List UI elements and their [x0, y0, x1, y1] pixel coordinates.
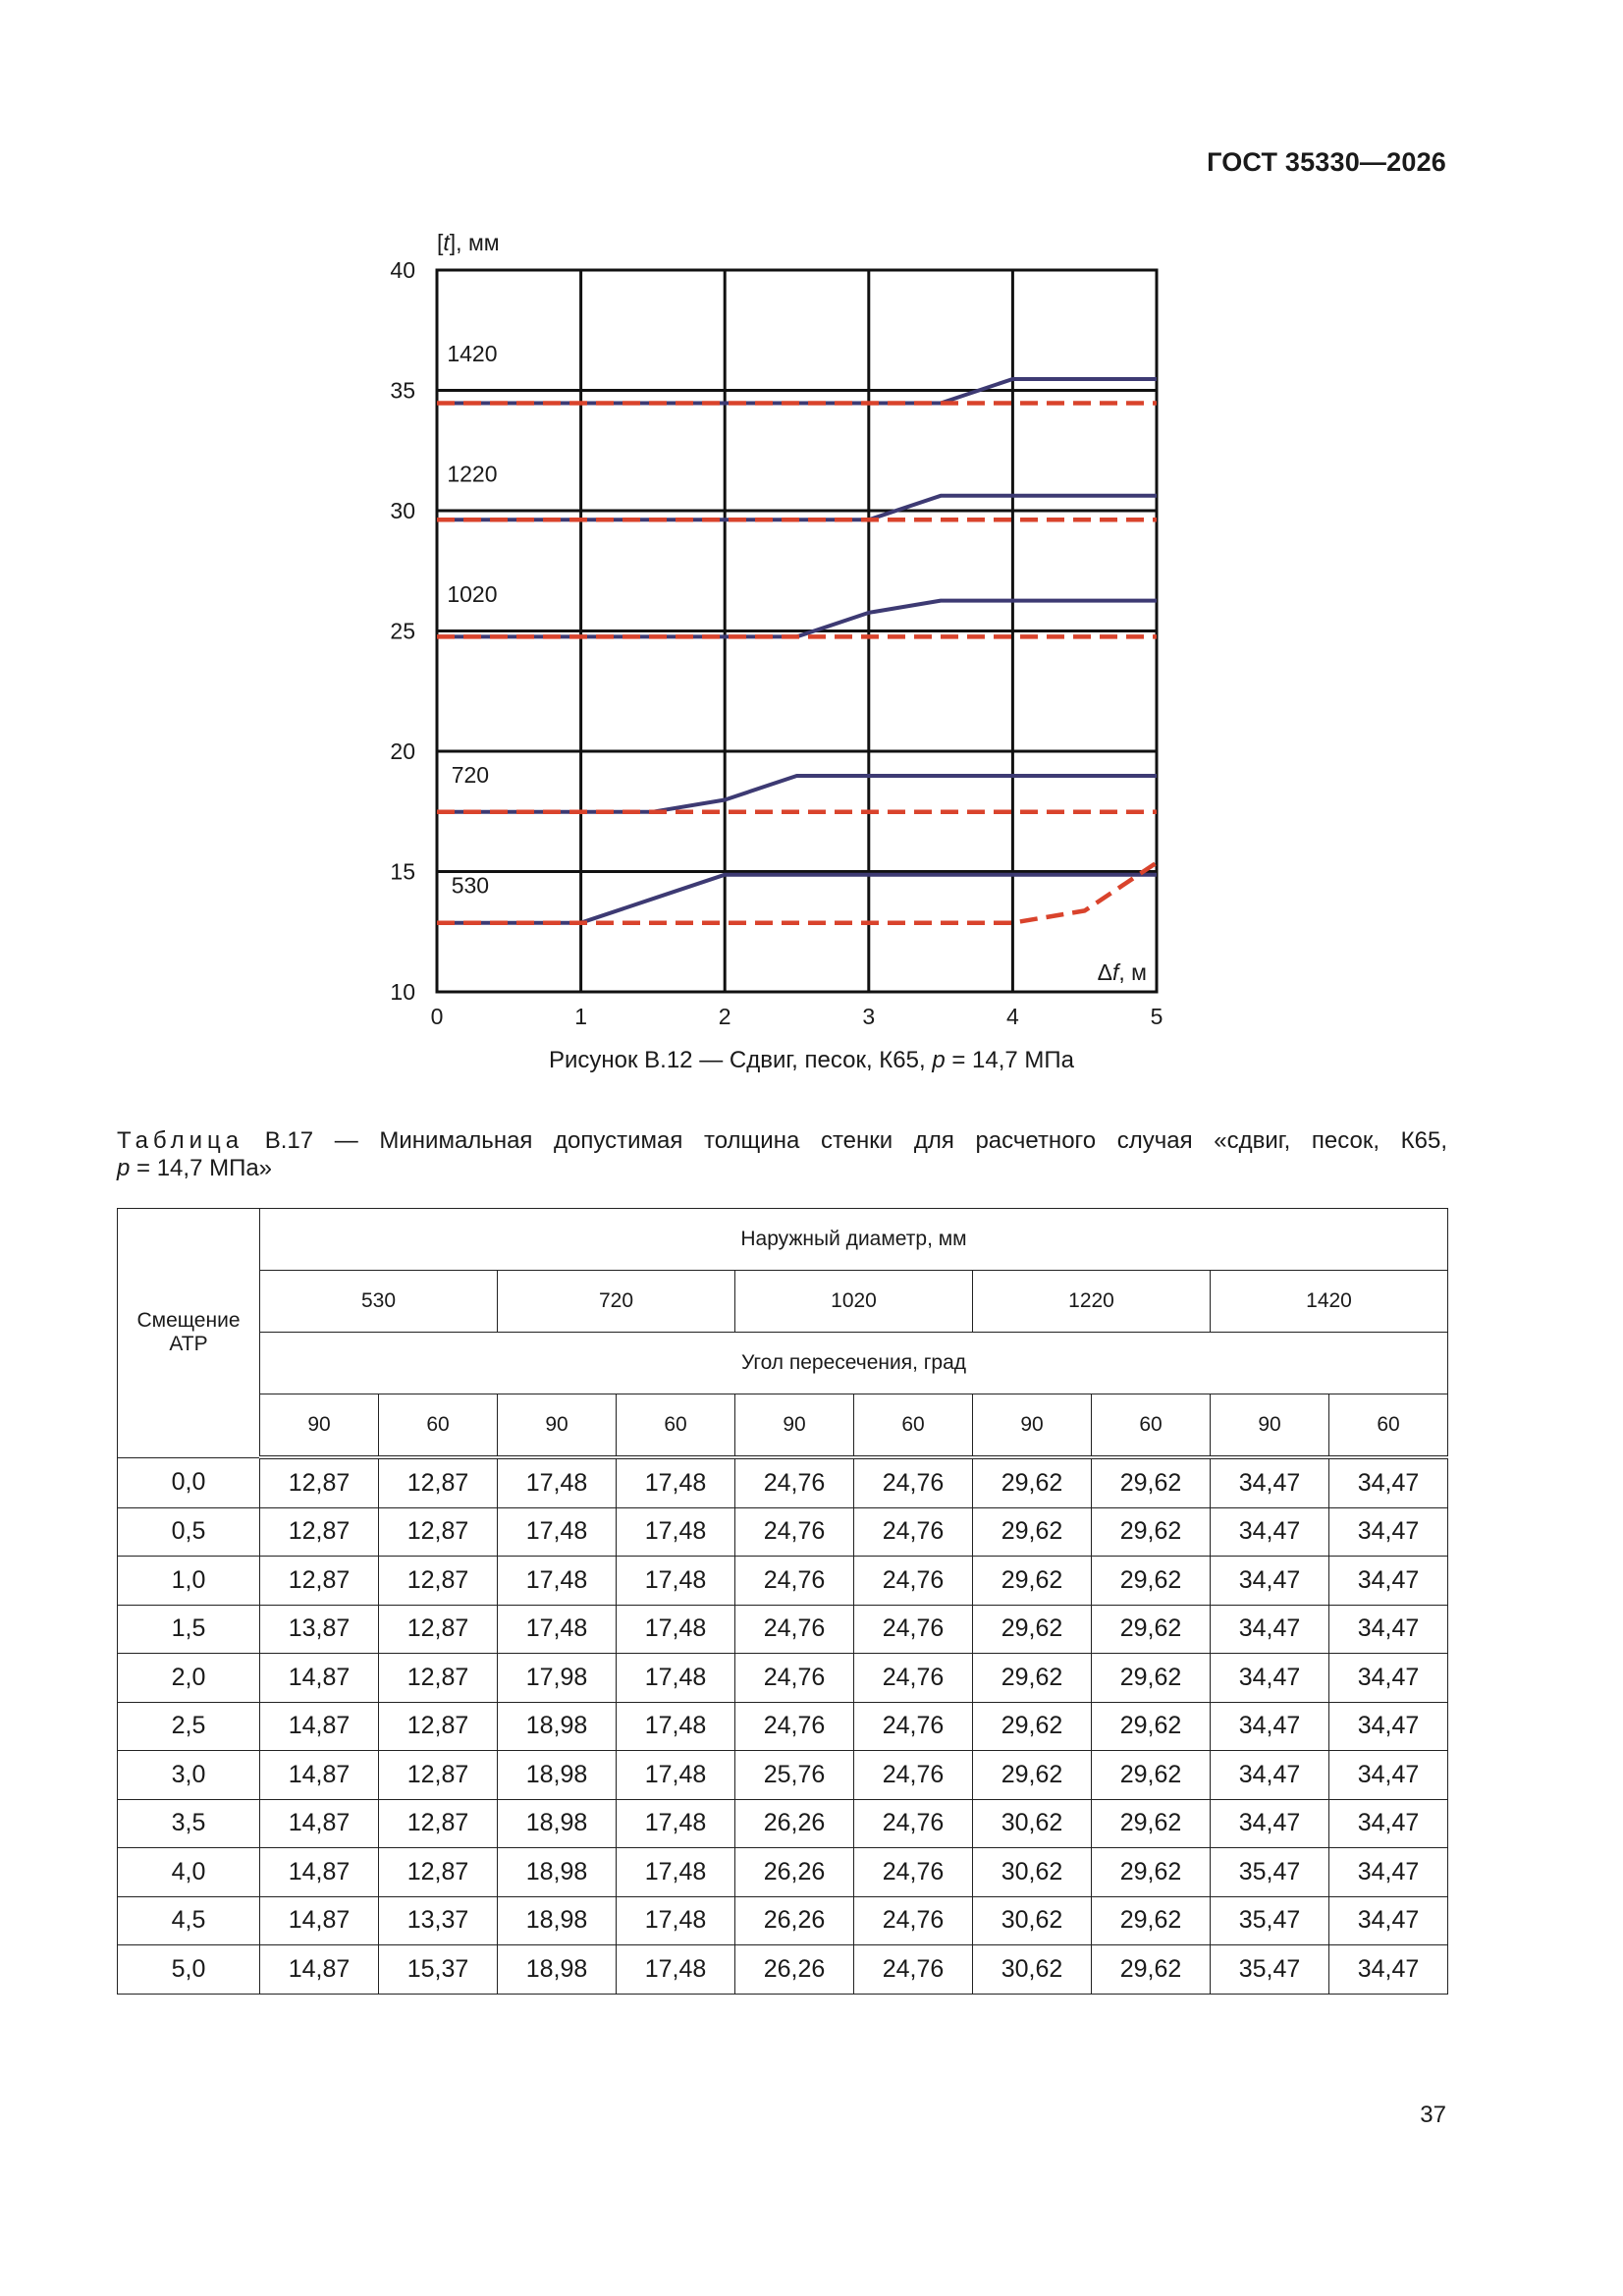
thickness-cell: 17,48 — [617, 1605, 735, 1654]
thickness-cell: 17,48 — [498, 1457, 617, 1507]
wall-thickness-table — [117, 1208, 1448, 1995]
thickness-cell: 17,48 — [617, 1896, 735, 1945]
thickness-cell: 24,76 — [854, 1702, 973, 1751]
thickness-cell: 24,76 — [854, 1896, 973, 1945]
thickness-cell: 29,62 — [973, 1605, 1092, 1654]
thickness-cell: 13,87 — [260, 1605, 379, 1654]
thickness-cell: 34,47 — [1329, 1654, 1448, 1703]
offset-cell: 0,5 — [118, 1507, 260, 1557]
table-row — [118, 1605, 1448, 1654]
thickness-cell: 34,47 — [1329, 1848, 1448, 1897]
thickness-cell: 29,62 — [973, 1654, 1092, 1703]
angle-cell: 60 — [379, 1394, 498, 1458]
thickness-cell: 30,62 — [973, 1896, 1092, 1945]
thickness-cell: 18,98 — [498, 1945, 617, 1995]
thickness-cell: 29,62 — [1092, 1945, 1211, 1995]
angle-cell: 60 — [854, 1394, 973, 1458]
table-row — [118, 1848, 1448, 1897]
angle-cell: 90 — [1211, 1394, 1329, 1458]
y-tick-label: 20 — [390, 738, 415, 764]
thickness-cell: 17,48 — [617, 1848, 735, 1897]
table-row — [118, 1507, 1448, 1557]
thickness-cell: 17,48 — [498, 1605, 617, 1654]
thickness-cell: 34,47 — [1211, 1507, 1329, 1557]
thickness-cell: 24,76 — [854, 1751, 973, 1800]
thickness-cell: 24,76 — [735, 1457, 854, 1507]
x-tick-label: 1 — [574, 1004, 587, 1029]
y-tick-label: 10 — [390, 979, 415, 1005]
offset-cell: 0,0 — [118, 1457, 260, 1507]
outer-diameter-header: Наружный диаметр, мм — [260, 1209, 1448, 1271]
curve-label: 1020 — [447, 581, 498, 608]
offset-cell: 3,0 — [118, 1751, 260, 1800]
thickness-cell: 24,76 — [735, 1557, 854, 1606]
curve-label: 720 — [451, 761, 490, 788]
offset-cell: 4,0 — [118, 1848, 260, 1897]
table-row — [118, 1557, 1448, 1606]
thickness-cell: 25,76 — [735, 1751, 854, 1800]
table-caption-p: p — [117, 1155, 131, 1181]
table-row — [118, 1702, 1448, 1751]
angle-cell: 90 — [735, 1394, 854, 1458]
y-tick-label: 15 — [390, 858, 415, 885]
x-tick-label: 2 — [718, 1004, 731, 1029]
thickness-cell: 29,62 — [1092, 1702, 1211, 1751]
thickness-cell: 29,62 — [973, 1507, 1092, 1557]
row-header-offset: Смещение АТР — [118, 1209, 260, 1458]
thickness-cell: 34,47 — [1329, 1799, 1448, 1848]
thickness-chart — [373, 216, 1198, 1041]
thickness-cell: 18,98 — [498, 1702, 617, 1751]
thickness-cell: 24,76 — [854, 1507, 973, 1557]
angle-header: Угол пересечения, град — [260, 1333, 1448, 1394]
thickness-cell: 34,47 — [1211, 1457, 1329, 1507]
thickness-cell: 18,98 — [498, 1799, 617, 1848]
thickness-cell: 14,87 — [260, 1654, 379, 1703]
thickness-cell: 34,47 — [1329, 1896, 1448, 1945]
angle-cell: 60 — [1329, 1394, 1448, 1458]
y-tick-label: 30 — [390, 498, 415, 523]
thickness-cell: 17,98 — [498, 1654, 617, 1703]
thickness-cell: 15,37 — [379, 1945, 498, 1995]
figure-caption-suffix: = 14,7 МПа — [945, 1047, 1075, 1073]
offset-cell: 1,5 — [118, 1605, 260, 1654]
thickness-cell: 34,47 — [1211, 1605, 1329, 1654]
thickness-cell: 14,87 — [260, 1945, 379, 1995]
thickness-cell: 29,62 — [973, 1751, 1092, 1800]
table-row — [118, 1654, 1448, 1703]
x-tick-label: 4 — [1006, 1004, 1019, 1029]
y-axis-label: [t], мм — [437, 230, 500, 255]
thickness-cell: 26,26 — [735, 1848, 854, 1897]
table-caption-line2: = 14,7 МПа» — [130, 1155, 273, 1181]
offset-cell: 1,0 — [118, 1557, 260, 1606]
thickness-cell: 12,87 — [379, 1751, 498, 1800]
table-caption-label: Таблица — [117, 1127, 244, 1154]
thickness-cell: 29,62 — [1092, 1557, 1211, 1606]
angle-cell: 60 — [1092, 1394, 1211, 1458]
thickness-cell: 12,87 — [379, 1557, 498, 1606]
y-tick-label: 40 — [390, 257, 415, 283]
thickness-cell: 12,87 — [379, 1507, 498, 1557]
table-row — [118, 1945, 1448, 1995]
thickness-cell: 12,87 — [379, 1457, 498, 1507]
thickness-cell: 12,87 — [260, 1507, 379, 1557]
offset-cell: 2,0 — [118, 1654, 260, 1703]
thickness-cell: 34,47 — [1211, 1654, 1329, 1703]
thickness-cell: 34,47 — [1329, 1751, 1448, 1800]
thickness-cell: 24,76 — [854, 1605, 973, 1654]
y-tick-label: 25 — [390, 618, 415, 644]
x-tick-label: 3 — [862, 1004, 876, 1029]
thickness-cell: 24,76 — [735, 1702, 854, 1751]
diameter-header: 1420 — [1211, 1271, 1448, 1333]
x-axis-label: Δf, м — [1097, 959, 1147, 985]
thickness-cell: 35,47 — [1211, 1945, 1329, 1995]
thickness-cell: 24,76 — [854, 1945, 973, 1995]
thickness-cell: 29,62 — [973, 1557, 1092, 1606]
thickness-cell: 13,37 — [379, 1896, 498, 1945]
thickness-cell: 18,98 — [498, 1848, 617, 1897]
thickness-cell: 30,62 — [973, 1848, 1092, 1897]
offset-cell: 2,5 — [118, 1702, 260, 1751]
thickness-cell: 29,62 — [1092, 1799, 1211, 1848]
curve-label: 1220 — [447, 461, 498, 487]
thickness-cell: 29,62 — [1092, 1507, 1211, 1557]
document-code: ГОСТ 35330—2026 — [1207, 147, 1446, 177]
table-row — [118, 1457, 1448, 1507]
thickness-cell: 17,48 — [498, 1557, 617, 1606]
angle-cell: 90 — [973, 1394, 1092, 1458]
thickness-cell: 17,48 — [617, 1751, 735, 1800]
thickness-cell: 12,87 — [379, 1654, 498, 1703]
thickness-cell: 29,62 — [973, 1457, 1092, 1507]
thickness-cell: 29,62 — [1092, 1896, 1211, 1945]
thickness-cell: 35,47 — [1211, 1848, 1329, 1897]
thickness-cell: 24,76 — [735, 1654, 854, 1703]
thickness-cell: 29,62 — [1092, 1457, 1211, 1507]
curve-label: 530 — [451, 872, 490, 899]
thickness-cell: 24,76 — [735, 1605, 854, 1654]
figure-caption-prefix: Рисунок В.12 — Сдвиг, песок, К65, — [548, 1047, 933, 1073]
thickness-cell: 34,47 — [1329, 1945, 1448, 1995]
offset-cell: 3,5 — [118, 1799, 260, 1848]
table-caption-line1: В.17 — Минимальная допустимая толщина стенки для расчетного случая «сдвиг, песок, К65, — [264, 1127, 1447, 1154]
thickness-cell: 30,62 — [973, 1799, 1092, 1848]
thickness-cell: 34,47 — [1211, 1799, 1329, 1848]
thickness-cell: 29,62 — [973, 1702, 1092, 1751]
table-row — [118, 1751, 1448, 1800]
page-number: 37 — [1420, 2102, 1446, 2128]
thickness-cell: 34,47 — [1329, 1702, 1448, 1751]
thickness-cell: 29,62 — [1092, 1605, 1211, 1654]
thickness-cell: 17,48 — [617, 1702, 735, 1751]
thickness-cell: 26,26 — [735, 1799, 854, 1848]
thickness-cell: 17,48 — [617, 1457, 735, 1507]
angle-cell: 90 — [498, 1394, 617, 1458]
thickness-cell: 14,87 — [260, 1702, 379, 1751]
thickness-cell: 12,87 — [379, 1605, 498, 1654]
thickness-cell: 14,87 — [260, 1751, 379, 1800]
thickness-cell: 35,47 — [1211, 1896, 1329, 1945]
thickness-cell: 12,87 — [379, 1799, 498, 1848]
thickness-cell: 29,62 — [1092, 1654, 1211, 1703]
curve-label: 1420 — [447, 341, 498, 367]
thickness-cell: 29,62 — [1092, 1848, 1211, 1897]
thickness-cell: 17,48 — [617, 1654, 735, 1703]
thickness-cell: 12,87 — [260, 1557, 379, 1606]
thickness-cell: 14,87 — [260, 1848, 379, 1897]
thickness-cell: 17,48 — [617, 1945, 735, 1995]
thickness-cell: 30,62 — [973, 1945, 1092, 1995]
thickness-cell: 26,26 — [735, 1896, 854, 1945]
thickness-cell: 24,76 — [854, 1799, 973, 1848]
y-tick-label: 35 — [390, 377, 415, 404]
thickness-cell: 34,47 — [1329, 1507, 1448, 1557]
figure-caption — [0, 1047, 1623, 1074]
thickness-cell: 17,48 — [617, 1799, 735, 1848]
thickness-cell: 24,76 — [854, 1457, 973, 1507]
thickness-cell: 12,87 — [379, 1702, 498, 1751]
thickness-cell: 34,47 — [1211, 1557, 1329, 1606]
table-row — [118, 1799, 1448, 1848]
offset-cell: 5,0 — [118, 1945, 260, 1995]
table-row — [118, 1896, 1448, 1945]
angle-cell: 60 — [617, 1394, 735, 1458]
table-caption — [117, 1127, 1447, 1182]
thickness-cell: 26,26 — [735, 1945, 854, 1995]
thickness-cell: 29,62 — [1092, 1751, 1211, 1800]
thickness-cell: 17,48 — [617, 1507, 735, 1557]
thickness-cell: 24,76 — [735, 1507, 854, 1557]
thickness-cell: 17,48 — [498, 1507, 617, 1557]
thickness-cell: 34,47 — [1211, 1751, 1329, 1800]
diameter-header: 1220 — [973, 1271, 1211, 1333]
thickness-cell: 24,76 — [854, 1848, 973, 1897]
diameter-header: 720 — [498, 1271, 735, 1333]
thickness-cell: 18,98 — [498, 1896, 617, 1945]
thickness-cell: 34,47 — [1211, 1702, 1329, 1751]
offset-cell: 4,5 — [118, 1896, 260, 1945]
diameter-header: 530 — [260, 1271, 498, 1333]
angle-cell: 90 — [260, 1394, 379, 1458]
thickness-cell: 24,76 — [854, 1557, 973, 1606]
thickness-cell: 34,47 — [1329, 1457, 1448, 1507]
thickness-cell: 24,76 — [854, 1654, 973, 1703]
x-tick-label: 0 — [430, 1004, 444, 1029]
figure-caption-p: p — [932, 1047, 946, 1073]
thickness-cell: 34,47 — [1329, 1557, 1448, 1606]
thickness-cell: 12,87 — [260, 1457, 379, 1507]
diameter-header: 1020 — [735, 1271, 973, 1333]
thickness-cell: 14,87 — [260, 1799, 379, 1848]
thickness-cell: 17,48 — [617, 1557, 735, 1606]
thickness-cell: 34,47 — [1329, 1605, 1448, 1654]
thickness-cell: 14,87 — [260, 1896, 379, 1945]
thickness-cell: 18,98 — [498, 1751, 617, 1800]
x-tick-label: 5 — [1150, 1004, 1163, 1029]
thickness-cell: 12,87 — [379, 1848, 498, 1897]
